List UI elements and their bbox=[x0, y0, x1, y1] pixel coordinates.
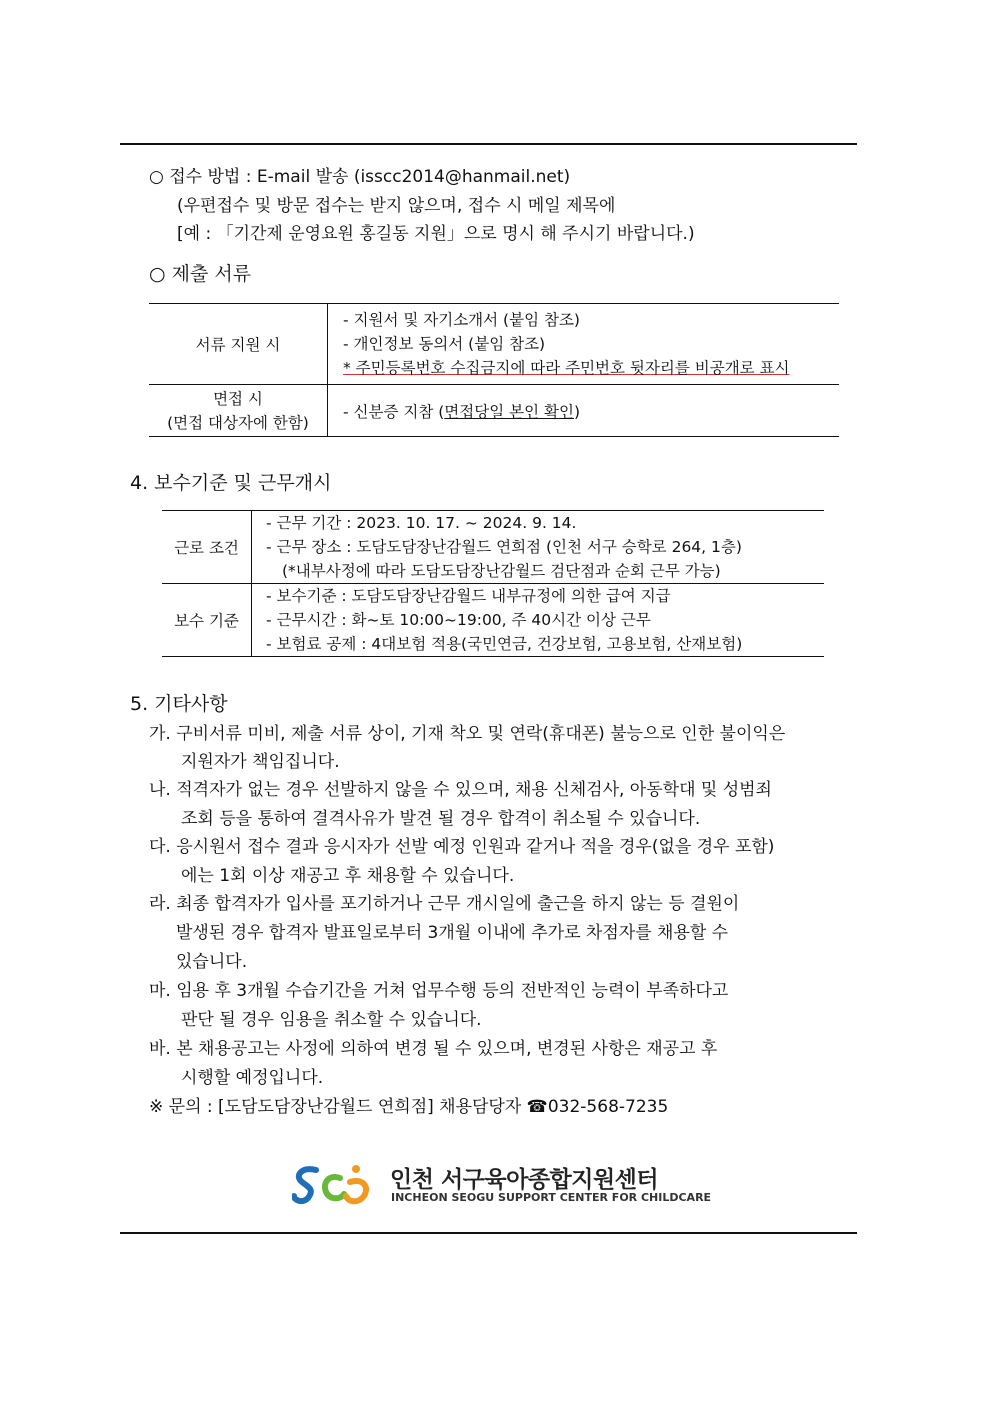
pay-item: - 보험료 공제 : 4대보험 적용(국민연금, 건강보험, 고용보험, 산재보험) bbox=[266, 635, 743, 653]
notice-item-ra-cont: 발생된 경우 합격자 발표일로부터 3개월 이내에 추가로 차점자를 채용할 수 bbox=[176, 923, 729, 943]
notice-item-ba-cont: 시행할 예정입니다. bbox=[181, 1068, 324, 1088]
notice-item-ra: 라. 최종 합격자가 입사를 포기하거나 근무 개시일에 출근을 하지 않는 등 결원이 bbox=[149, 894, 740, 914]
notice-item-na-cont: 조회 등을 통하여 결격사유가 발견 될 경우 합격이 취소될 수 있습니다. bbox=[181, 809, 701, 829]
bottom-rule bbox=[120, 1232, 857, 1234]
documents-table bbox=[149, 303, 839, 437]
id-item-underlined: 면접당일 본인 확인 bbox=[444, 402, 574, 421]
notice-item-ga: 가. 구비서류 미비, 제출 서류 상이, 기재 착오 및 연락(휴대폰) 불능으로 인한 불이익은 bbox=[149, 724, 786, 744]
application-note-2: [예 : 「기간제 운영요원 홍길동 지원」으로 명시 해 주시기 바랍니다.) bbox=[177, 224, 695, 244]
pay-row bbox=[162, 584, 824, 657]
section-5-heading: 5. 기타사항 bbox=[130, 693, 228, 715]
application-note-1: (우편접수 및 방문 접수는 받지 않으며, 접수 시 메일 제목에 bbox=[177, 196, 616, 216]
pay-row-label: 근로 조건 bbox=[162, 511, 252, 584]
documents-row bbox=[149, 304, 839, 385]
documents-row bbox=[149, 385, 839, 437]
center-logo bbox=[292, 1160, 712, 1208]
logo-mark-icon bbox=[292, 1160, 380, 1208]
pay-row bbox=[162, 511, 824, 584]
pay-item: - 근무 기간 : 2023. 10. 17. ~ 2024. 9. 14. bbox=[266, 514, 577, 532]
document-item: - 지원서 및 자기소개서 (붙임 참조) bbox=[343, 311, 580, 329]
logo-name-ko: 인천 서구육아종합지원센터 bbox=[390, 1167, 659, 1193]
documents-row-label: 서류 지원 시 bbox=[149, 304, 328, 385]
pay-item: - 근무시간 : 화~토 10:00~19:00, 주 40시간 이상 근무 bbox=[266, 611, 651, 629]
id-item-prefix: - 신분증 지참 ( bbox=[343, 402, 445, 421]
pay-item: (*내부사정에 따라 도담도담장난감월드 검단점과 순회 근무 가능) bbox=[282, 562, 721, 580]
application-method: ○ 접수 방법 : E-mail 발송 (isscc2014@hanmail.net) bbox=[149, 167, 571, 187]
documents-row-content bbox=[328, 385, 840, 437]
notice-item-da-cont: 에는 1회 이상 재공고 후 채용할 수 있습니다. bbox=[181, 866, 515, 886]
interview-label: 면접 시 bbox=[213, 389, 263, 408]
top-rule bbox=[120, 143, 857, 145]
section-4-heading: 4. 보수기준 및 근무개시 bbox=[130, 472, 332, 494]
interview-label-note: (면접 대상자에 한함) bbox=[167, 413, 309, 432]
pay-item: - 근무 장소 : 도담도담장난감월드 연희점 (인천 서구 승학로 264, 1층) bbox=[266, 538, 742, 556]
notice-item-ga-cont: 지원자가 책임집니다. bbox=[181, 752, 340, 772]
documents-row-content bbox=[328, 304, 840, 385]
documents-heading: ○ 제출 서류 bbox=[149, 263, 252, 285]
notice-item-ra-cont: 있습니다. bbox=[176, 952, 248, 972]
pay-table bbox=[162, 510, 824, 657]
document-privacy-note: * 주민등록번호 수집금지에 따라 주민번호 뒷자리를 비공개로 표시 bbox=[343, 359, 790, 377]
pay-item: - 보수기준 : 도담도담장난감월드 내부규정에 의한 급여 지급 bbox=[266, 587, 671, 605]
notice-item-da: 다. 응시원서 접수 결과 응시자가 선발 예정 인원과 같거나 적을 경우(없을 경우 포함) bbox=[149, 837, 775, 857]
id-item-suffix: ) bbox=[573, 402, 580, 421]
pay-row-content bbox=[252, 584, 825, 657]
document-item: - 개인정보 동의서 (붙임 참조) bbox=[343, 335, 546, 353]
pay-row-label: 보수 기준 bbox=[162, 584, 252, 657]
logo-name-en: INCHEON SEOGU SUPPORT CENTER FOR CHILDCARE bbox=[391, 1191, 712, 1204]
notice-item-ma: 마. 임용 후 3개월 수습기간을 거쳐 업무수행 등의 전반적인 능력이 부족하다고 bbox=[149, 981, 729, 1001]
pay-row-content bbox=[252, 511, 825, 584]
notice-item-na: 나. 적격자가 없는 경우 선발하지 않을 수 있으며, 채용 신체검사, 아동학대 및 성범죄 bbox=[149, 780, 772, 800]
notice-item-ba: 바. 본 채용공고는 사정에 의하여 변경 될 수 있으며, 변경된 사항은 재공고 후 bbox=[149, 1039, 718, 1059]
documents-row-label bbox=[149, 385, 328, 437]
contact-line: ※ 문의 : [도담도담장난감월드 연희점] 채용담당자 ☎032-568-7235 bbox=[149, 1097, 669, 1117]
notice-item-ma-cont: 판단 될 경우 임용을 취소할 수 있습니다. bbox=[181, 1010, 482, 1030]
